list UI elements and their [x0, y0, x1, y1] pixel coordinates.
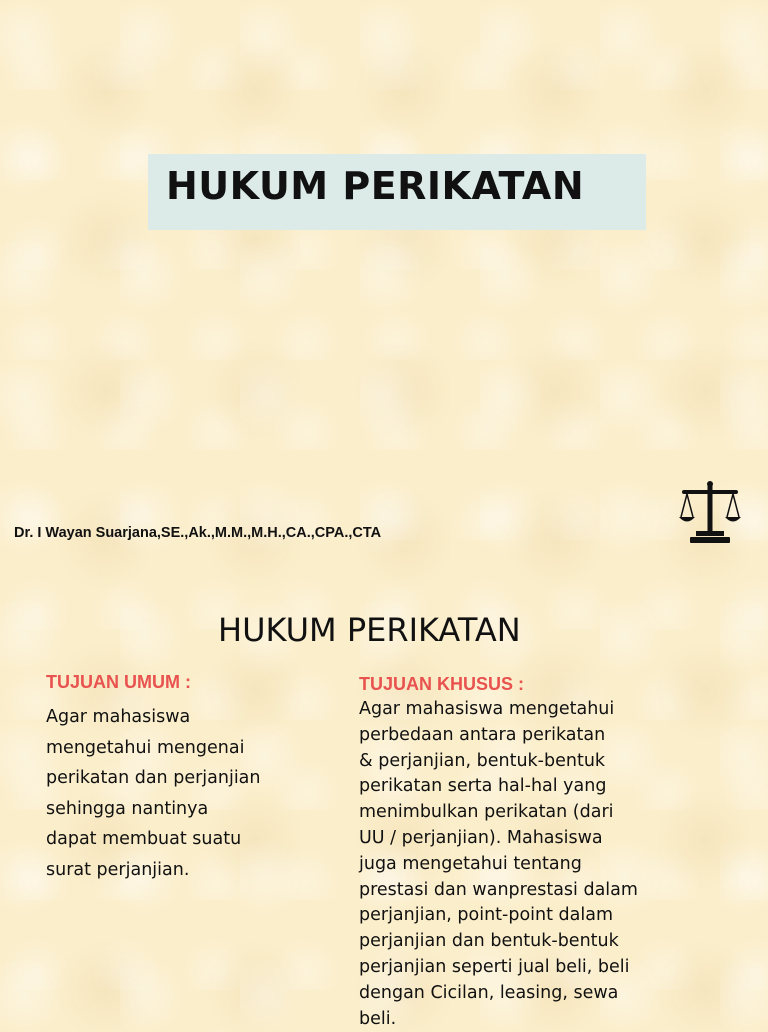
title-box [148, 154, 646, 230]
slide-2 [0, 576, 768, 1029]
author-name: Dr. I Wayan Suarjana,SE.,Ak.,M.M.,M.H.,CA.,CPA.,CTA [14, 525, 382, 541]
tujuan-khusus-text: Agar mahasiswa mengetahui perbedaan antara perikatan & perjanjian, bentuk-bentuk perikatan serta hal-hal yang menimbulkan perikatan (dari UU / perjanjian). Mahasiswa juga mengetahui tentang prestasi dan wanprestasi dalam perjanjian, point-point dalam perjanjian dan bentuk-bentuk perjanjian seperti jual beli, beli dengan Cicilan, leasing, sewa beli. [359, 699, 638, 1029]
slide-title: HUKUM PERIKATAN [218, 611, 521, 649]
scales-of-justice-icon [678, 479, 742, 545]
tujuan-umum-heading: TUJUAN UMUM : [46, 672, 191, 692]
slide-title: HUKUM PERIKATAN [166, 164, 585, 208]
tujuan-umum-text: Agar mahasiswa mengetahui mengenai perikatan dan perjanjian sehingga nantinya dapat membuat suatu surat perjanjian. [46, 707, 261, 880]
tujuan-khusus-heading: TUJUAN KHUSUS : [359, 674, 525, 694]
